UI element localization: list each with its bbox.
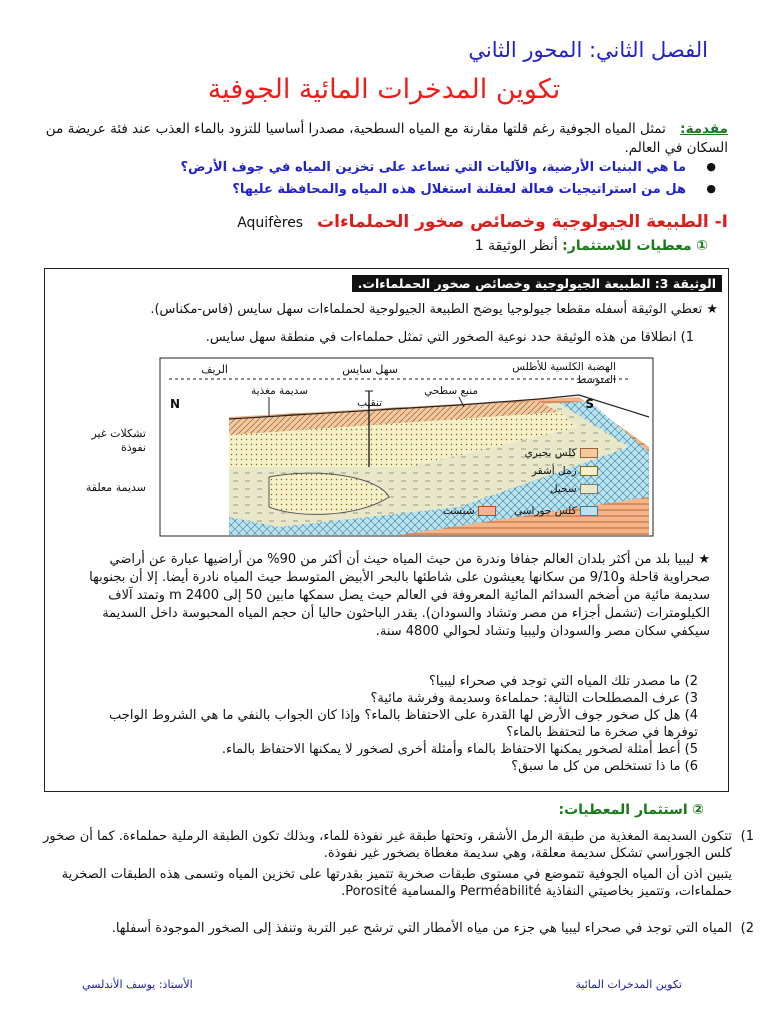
answer-1b: يتبين اذن أن المياه الجوفية تتموضع في مستوى طبقات صخرية تتميز بقدرتها على تخزين المياه وتسمى هذه الطبقات الصخرية حملماءات، وتتميز بخاصيتي النفاذية Perméabilité والمسامية Porosité. xyxy=(61,867,732,899)
document-question: 4) هل كل صخور جوف الأرض لها القدرة على الاحتفاظ بالماء؟ وإذا كان الجواب بالنفي ما هي الشروط الواجب توفرها في صخرة ما لتحتفظ بالماء؟ xyxy=(109,708,698,740)
pin-drilling: تنقيب xyxy=(357,397,382,409)
compass-south: S xyxy=(585,397,594,411)
answer-1 xyxy=(32,828,754,862)
intro-question xyxy=(232,182,716,197)
answer-number: 2) xyxy=(740,921,754,936)
question-text: هل من استراتيجيات فعالة لعقلنة استغلال هذه المياه والمحافظة عليها؟ xyxy=(232,182,686,197)
legend-label: كلس جوراسي xyxy=(514,505,577,517)
swatch-lake-limestone xyxy=(580,448,598,458)
subsection-1-ref: أنظر الوثيقة 1 xyxy=(474,238,558,254)
swatch-sand xyxy=(580,466,598,476)
pin-recharge-aquifer: سديمة مغذية xyxy=(250,385,308,397)
label-impermeable: تشكلات غير نفوذة xyxy=(91,427,146,454)
answer-2 xyxy=(32,920,754,937)
question-text: ما هي البنيات الأرضية، والآليات التي تساعد على تخزين المياه في جوف الأرض؟ xyxy=(180,160,686,175)
page-title: تكوين المدخرات المائية الجوفية xyxy=(207,74,561,105)
circled-number-icon: ① xyxy=(696,238,708,254)
legend-item xyxy=(443,505,496,517)
chapter-heading: الفصل الثاني: المحور الثاني xyxy=(468,38,708,62)
document-box xyxy=(44,268,729,792)
answer-text: تتكون السديمة المغذية من طبقة الرمل الأشقر، وتحتها طبقة غير نفوذة للماء، وبذلك تكون الطبقة الرملية حملماءة. كما أن صخور كلس الجوراسي تشكل سديمة معلقة، وهي سديمة مغطاة بصخور غير نفوذة. xyxy=(43,829,732,861)
document-heading: الوثيقة 3: الطبيعة الجيولوجية وخصائص صخور الحملماءات. xyxy=(352,275,722,292)
legend-label: رمل أشقر xyxy=(531,465,577,477)
label-rif: الريف xyxy=(201,363,228,376)
document-question: 3) عرف المصطلحات التالية: حملماءة وسديمة وفرشة مائية؟ xyxy=(370,691,698,706)
subsection-1 xyxy=(475,238,708,254)
footer-teacher: الأستاذ: يوسف الأندلسي xyxy=(82,978,193,991)
swatch-schist xyxy=(478,506,496,516)
legend-item xyxy=(532,465,598,477)
legend-item xyxy=(550,483,598,495)
document-question: 6) ما ذا تستخلص من كل ما سبق؟ xyxy=(511,759,698,774)
subsection-1-label: معطيات للاستثمار: xyxy=(562,238,692,254)
bullet-icon: ● xyxy=(706,160,716,173)
label-confined-aquifer: سديمة معلقة xyxy=(85,481,146,494)
intro-text: تمثل المياه الجوفية رغم قلتها مقارنة مع المياه السطحية، مصدرا أساسيا للتزود بالماء العذب عند فئة عريضة من السكان في العالم. xyxy=(45,121,728,156)
answer-text: المياه التي توجد في صحراء ليبيا هي جزء من مياه الأمطار التي ترشح عبر التربة وتنفذ إلى الصخور الموجودة أسفلها. xyxy=(111,921,732,936)
section-1-latin: Aquifères xyxy=(237,215,304,231)
document-intro: ★ تعطي الوثيقة أسفله مقطعا جيولوجيا يوضح الطبيعة الجيولوجية لحملماءات سهل سايس (فاس-مكناس). xyxy=(150,302,718,317)
label-middle-atlas: الهضبة الكلسية للأطلس المتوسط xyxy=(512,361,616,386)
document-question: 5) أعط أمثلة لصخور يمكنها الاحتفاظ بالماء وأمثلة أخرى لصخور لا يمكنها الاحتفاظ بالماء. xyxy=(221,742,698,757)
intro-label: مقدمة: xyxy=(680,121,728,137)
answer-number: 1) xyxy=(740,829,754,844)
swatch-marl xyxy=(580,484,598,494)
legend-label: كلس بحيري xyxy=(524,447,577,459)
legend-label: سجيل xyxy=(549,483,577,495)
legend-label: شيست xyxy=(443,505,475,517)
compass-north: N xyxy=(169,397,180,411)
circled-number-icon: ② xyxy=(692,802,704,818)
swatch-jurassic xyxy=(580,506,598,516)
section-1-title: I- الطبيعة الجيولوجية وخصائص صخور الحملماءات xyxy=(317,212,728,232)
document-question: 2) ما مصدر تلك المياه التي توجد في صحراء ليبيا؟ xyxy=(429,674,698,689)
subsection-2-label: استثمار المعطيات: xyxy=(558,802,688,818)
libya-paragraph: ★ ليبيا بلد من أكثر بلدان العالم جفافا وندرة من حيث المياه حيث أن أكثر من 90% من أراضيها عبارة عن أراضي صحراوية قاحلة و9/10 من سكانها يعيشون على شاطئها بالبحر الأبيض المتوسط حيث المياه نادرة أيضا. إلا أن بجنوبها سديمة مائية من أضخم السدائم المائية المعروفة في العالم حيث يصل سمكها مابين 50 إلى 2400 m وتمتد آلاف الكيلومترات (تشمل أجزاء من مصر وتشاد والسودان). يقدر الباحثون حاليا أن حجم المياه المحبوسة داخل السديمة سيكفي سكان مصر والسودان وليبيا وتشاد لحوالي 4800 سنة. xyxy=(89,552,710,639)
footer-course: تكوين المدخرات المائية xyxy=(575,978,682,991)
intro-question xyxy=(180,160,716,175)
subsection-2 xyxy=(558,802,704,818)
label-sais-plain: سهل سايس xyxy=(342,363,398,376)
bullet-icon: ● xyxy=(706,182,716,195)
pin-surface-spring: منبع سطحي xyxy=(424,385,478,397)
legend-item xyxy=(514,505,598,517)
legend-item xyxy=(525,447,598,459)
document-task-1: 1) انطلاقا من هذه الوثيقة حدد نوعية الصخور التي تمثل حملماءات في منطقة سهل سايس. xyxy=(205,330,694,345)
intro-paragraph xyxy=(38,120,728,158)
section-1-heading xyxy=(237,212,728,232)
